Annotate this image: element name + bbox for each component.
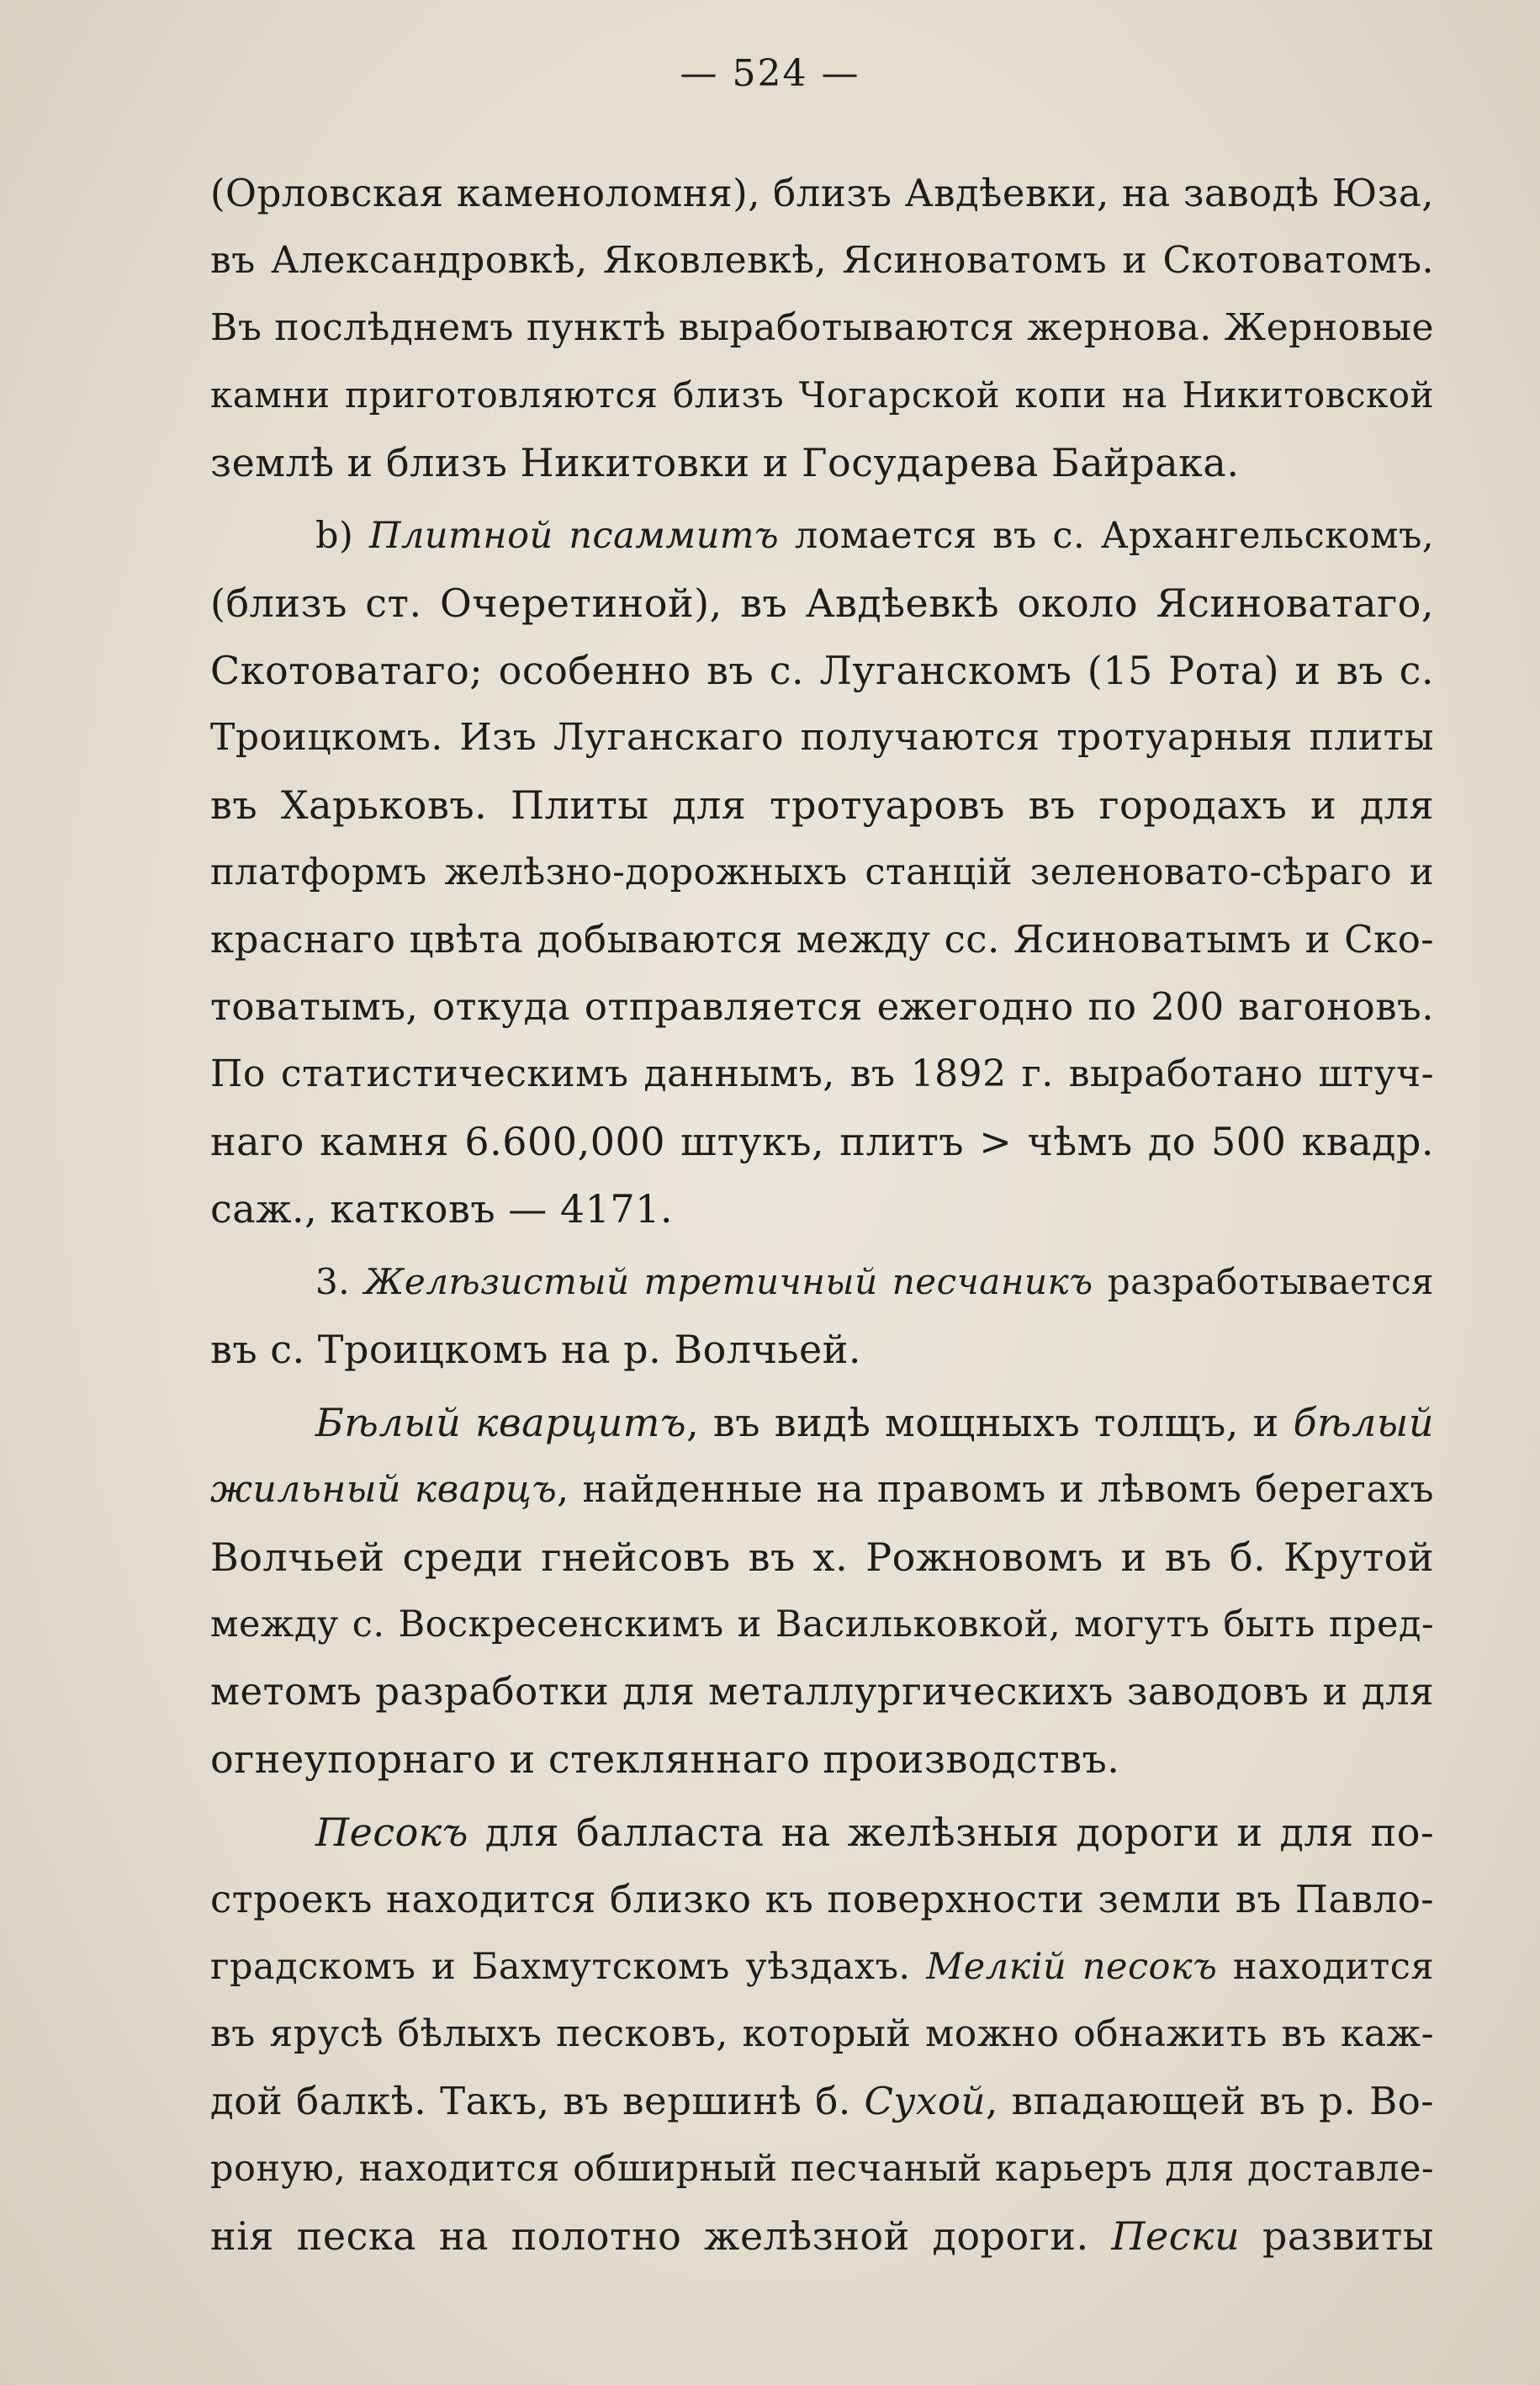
text-line: въ с. Троицкомъ на р. Волчьей. [210,1327,862,1372]
italic-term: Песокъ [315,1810,468,1855]
text-line [315,1389,1434,1456]
line-segment: 3. [315,1261,365,1302]
italic-term: Мелкій песокъ [926,1946,1218,1988]
text-line: (Орловская каменоломня), близъ Авдѣевки, на заводѣ Юза, [210,171,1434,215]
text-line: Троицкомъ. Изъ Луганскаго получаются тротуарныя плиты [210,716,1434,759]
text-line: саж., катковъ — 4171. [210,1186,674,1232]
text-line [210,1933,1434,2001]
line-segment: находится [1217,1946,1434,1988]
line-segment: нія песка на полотно желѣзной дороги. [210,2213,1112,2259]
text-line: Волчьей среди гнейсовъ въ х. Рожновомъ и въ б. Крутой [210,1534,1434,1580]
page-number: — 524 — [680,52,860,95]
line-segment: градскомъ и Бахмутскомъ уѣздахъ. [210,1946,927,1988]
line-segment: для балласта на желѣзныя дороги и для по- [468,1810,1434,1855]
line-segment: разработывается [1093,1261,1434,1302]
italic-term: Бѣлый кварцитъ [315,1400,687,1445]
line-segment: , найденные на правомъ и лѣвомъ берегахъ [557,1468,1435,1511]
text-line [210,1456,1434,1524]
text-line: По статистическимъ даннымъ, въ 1892 г. выработано штуч- [210,1052,1434,1095]
text-line: товатымъ, откуда отправляется ежегодно по 200 вагоновъ. [210,984,1434,1029]
text-line: наго камня 6.600,000 штукъ, плитъ > чѣмъ до 500 квадр. [210,1119,1434,1164]
line-segment: дой балкѣ. Такъ, въ вершинѣ б. [210,2079,865,2123]
line-segment: , впадающей въ р. Во- [986,2079,1434,2123]
text-line [315,1799,1434,1866]
text-line: камни приготовляются близъ Чогарской копи на Никитовской [210,374,1434,416]
line-segment: ломается въ с. Архангельскомъ, [779,515,1434,557]
text-line: въ ярусѣ бѣлыхъ песковъ, который можно обнажить въ каж- [210,2012,1434,2055]
text-line [315,502,1434,570]
italic-term: бѣлый [1293,1400,1434,1445]
text-line: краснаго цвѣта добываются между сс. Ясиноватымъ и Ско- [210,917,1434,962]
text-line: Въ послѣднемъ пунктѣ выработываются жернова. Жерновые [210,306,1434,349]
text-line: платформъ желѣзно-дорожныхъ станцій зеленовато-сѣраго и [210,851,1434,893]
text-line [315,1248,1434,1316]
text-line: огнеупорнаго и стекляннаго производствъ. [210,1736,1120,1782]
text-line: въ Александровкѣ, Яковлевкѣ, Ясиноватомъ и Скотоватомъ. [210,239,1434,282]
text-line: метомъ разработки для металлургическихъ заводовъ и для [210,1669,1434,1714]
italic-term: жильный кварцъ [210,1468,558,1511]
italic-term: Пески [1111,2213,1241,2259]
text-line: Скотоватаго; особенно въ с. Луганскомъ (15 Рота) и въ с. [210,648,1434,693]
text-line: землѣ и близъ Никитовки и Государева Байрака. [210,440,1240,485]
italic-term: Желѣзистый третичный песчаникъ [364,1261,1093,1302]
line-segment: развиты [1240,2213,1434,2259]
text-line: роную, находится обширный песчаный карьеръ для доставле- [210,2148,1434,2190]
italic-term: Сухой [864,2079,986,2123]
line-segment: b) [315,515,369,557]
text-line: строекъ находится близко къ поверхности земли въ Павло- [210,1877,1434,1921]
text-line: въ Харьковъ. Плиты для тротуаровъ въ городахъ и для [210,782,1434,828]
italic-term: Плитной псаммитъ [368,515,780,557]
text-line: (близъ ст. Очеретиной), въ Авдѣевкѣ около Ясиноватаго, [210,580,1434,626]
text-line: между с. Воскресенскимъ и Васильковкой, могутъ быть пред- [210,1603,1434,1646]
text-line [210,2068,1434,2135]
text-line [210,2202,1434,2270]
line-segment: , въ видѣ мощныхъ толщъ, и [686,1400,1294,1445]
